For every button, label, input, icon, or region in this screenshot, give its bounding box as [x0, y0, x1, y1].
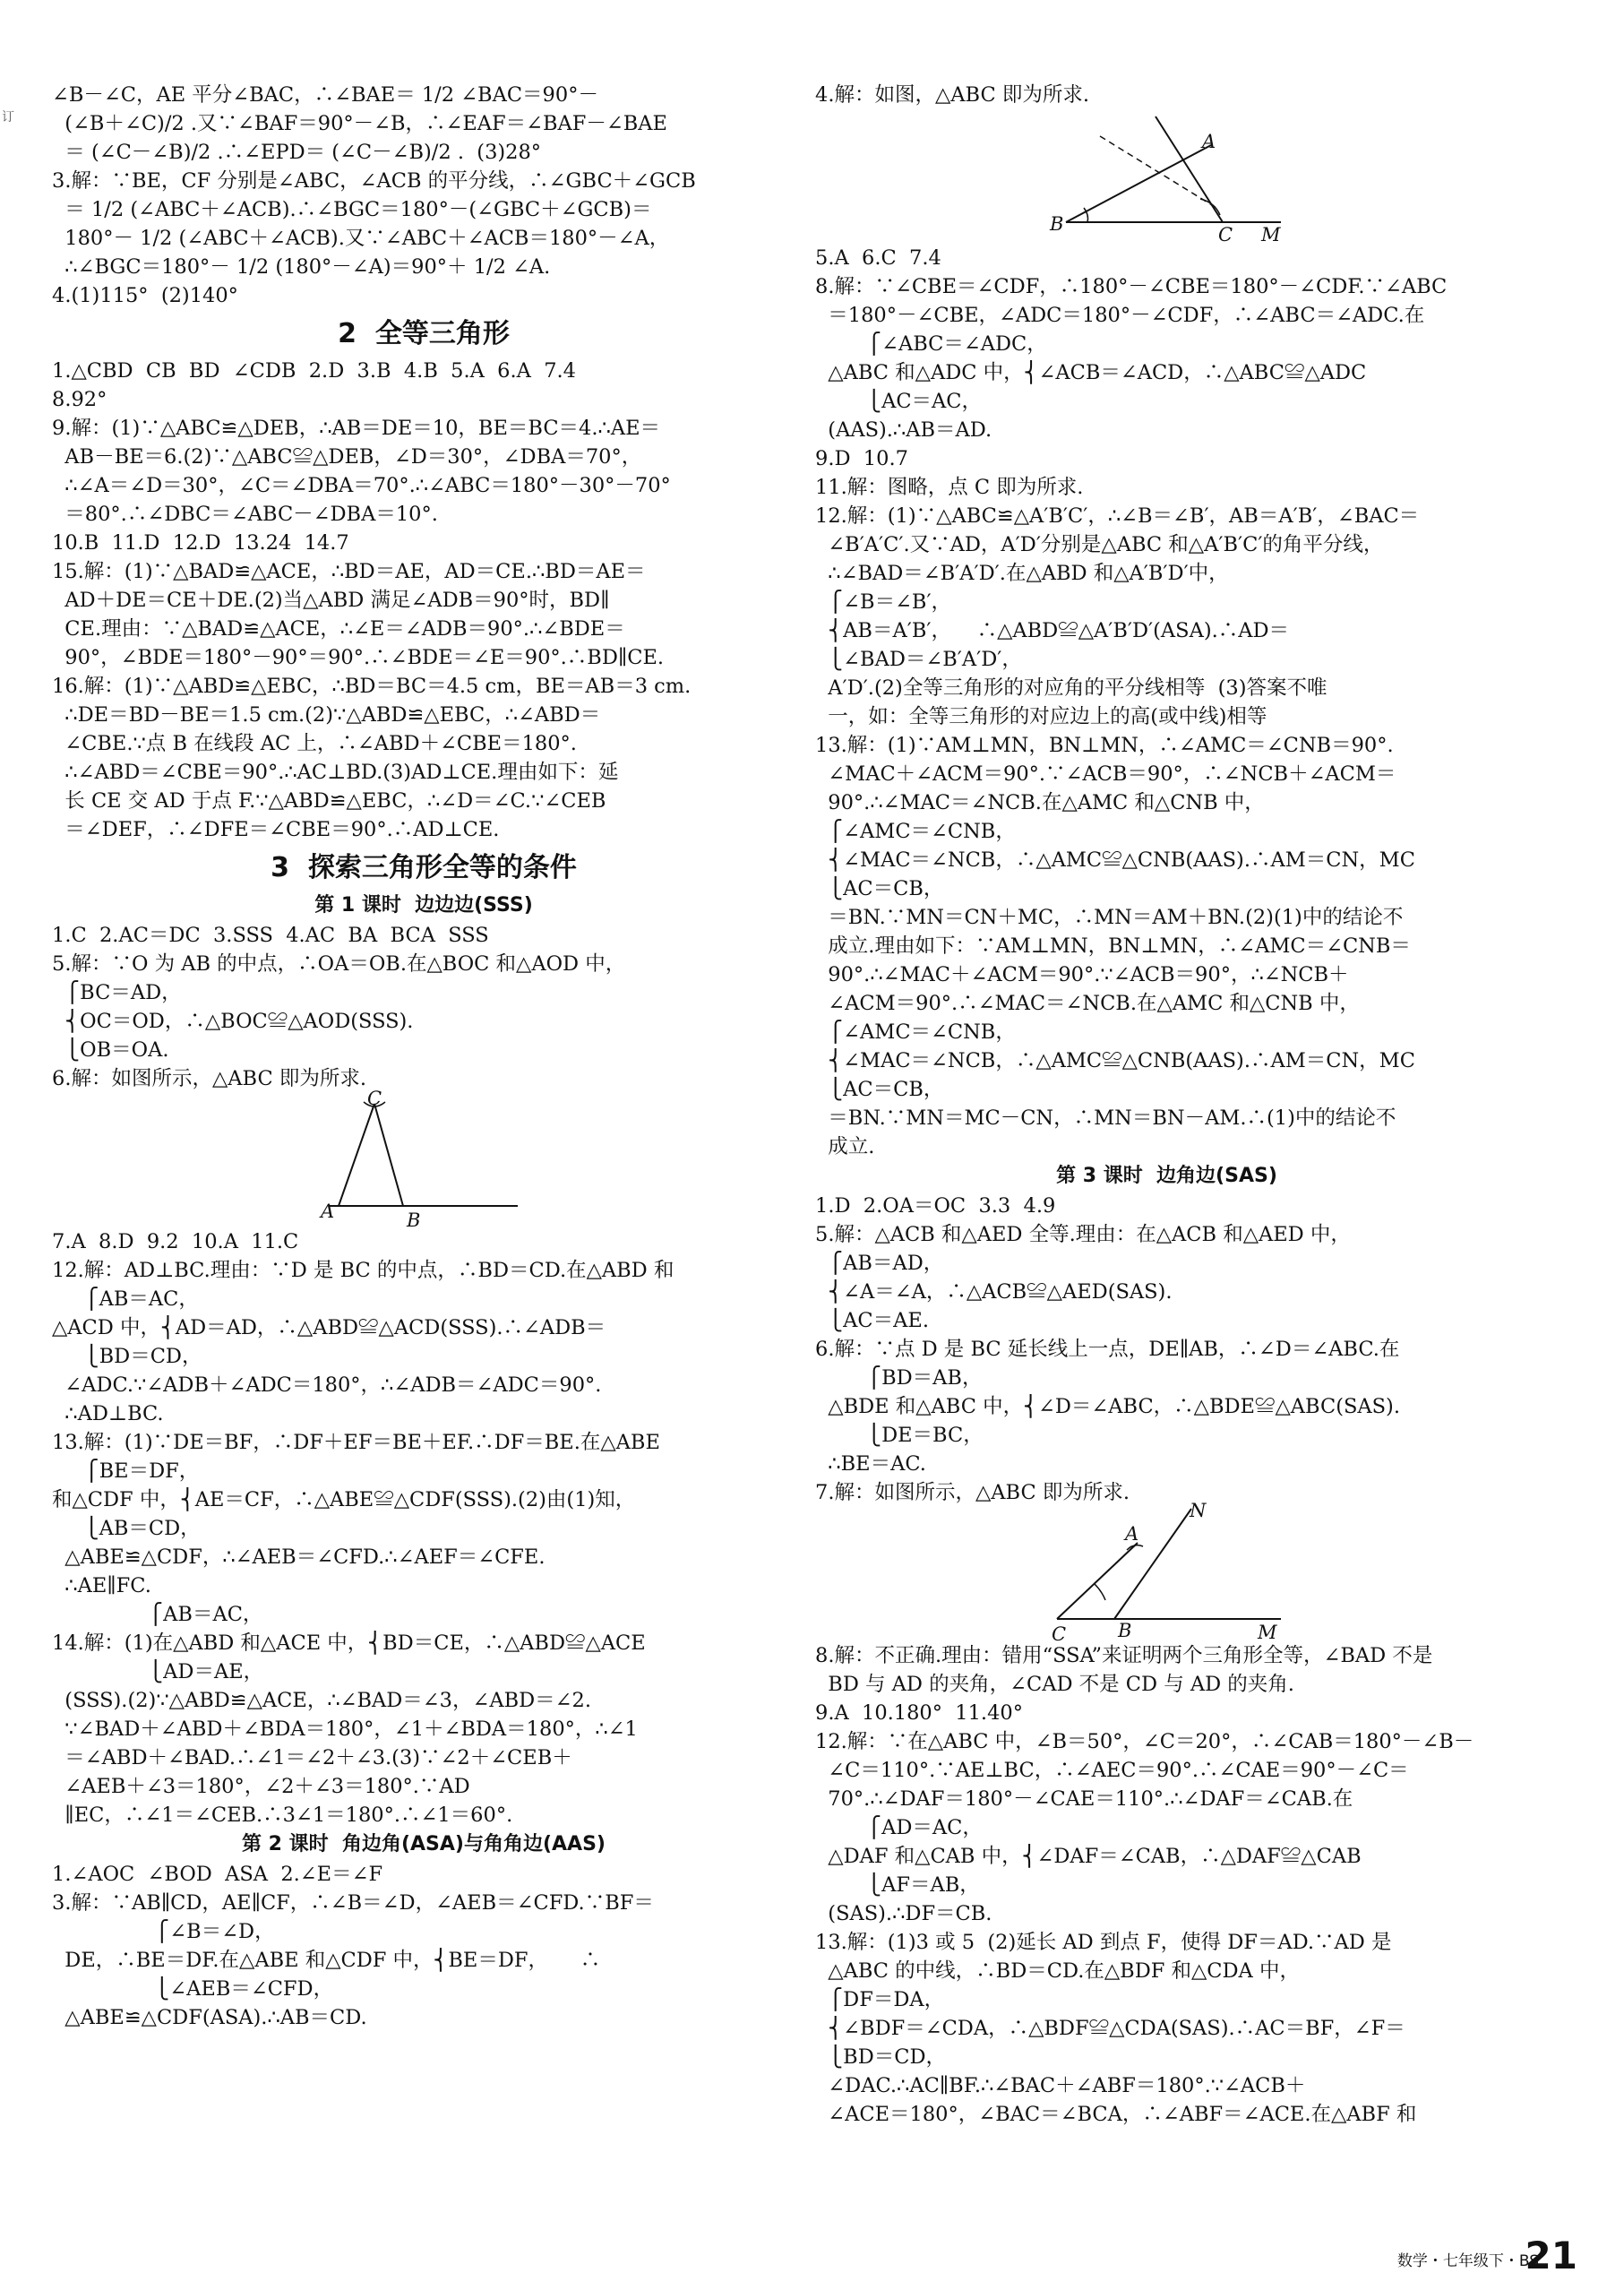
text-line: ⎩∠BAD＝∠B′A′D′，: [815, 648, 1022, 671]
fig4-label-C: C: [1218, 224, 1233, 245]
text-line: 长 CE 交 AD 于点 F.∵△ABD≌△EBC，∴∠D＝∠C.∵∠CEB: [52, 789, 606, 813]
text-line: AD＋DE＝CE＋DE.(2)当△ABD 满足∠ADB＝90°时，BD∥: [52, 589, 610, 612]
text-line: 8.解：不正确.理由：错用“SSA”来证明两个三角形全等，∠BAD 不是: [815, 1644, 1433, 1667]
page-number: 21: [1525, 2234, 1577, 2277]
text-line: ＝∠ABD＋∠BAD.∴∠1＝∠2＋∠3.(3)∵∠2＋∠CEB＋: [52, 1746, 572, 1769]
text-line: ∠ADC.∵∠ADB＋∠ADC＝180°，∴∠ADB＝∠ADC＝90°.: [52, 1373, 602, 1397]
text-line: 13.解：(1)3 或 5 (2)延长 AD 到点 F，使得 DF＝AD.∵AD 是: [815, 1931, 1392, 1954]
text-line: AB－BE＝6.(2)∵△ABC≌△DEB，∠D＝30°，∠DBA＝70°，: [52, 445, 642, 469]
text-line: ∴AD⊥BC.: [52, 1402, 164, 1425]
block-l5: [52, 1860, 795, 2032]
text-line: ∴∠ABD＝∠CBE＝90°.∴AC⊥BD.(3)AD⊥CE.理由如下：延: [52, 761, 619, 784]
text-line: ⎩BD＝CD，: [815, 2045, 947, 2069]
text-line: ∴∠A＝∠D＝30°，∠C＝∠DBA＝70°.∴∠ABC＝180°－30°－70°: [52, 474, 671, 497]
text-line: ⎨AB＝A′B′， ∴△ABD≌△A′B′D′(ASA).∴AD＝: [815, 619, 1290, 642]
text-line: ＝ (∠C－∠B)/2 .∴∠EPD＝ (∠C－∠B)/2 . (3)28°: [52, 141, 542, 164]
text-line: ⎧BC＝AD，: [52, 981, 182, 1004]
fig7-label-C: C: [1052, 1623, 1067, 1645]
text-line: ∠B′A′C′.又∵AD，A′D′分别是△ABC 和△A′B′C′的角平分线，: [815, 533, 1384, 556]
text-line: ⎨∠MAC＝∠NCB，∴△AMC≌△CNB(AAS).∴AM＝CN，MC: [815, 1049, 1415, 1072]
text-line: ⎨OC＝OD，∴△BOC≌△AOD(SSS).: [52, 1010, 414, 1033]
figure-4: [815, 109, 1518, 244]
text-line: ＝BN.∵MN＝CN＋MC，∴MN＝AM＋BN.(2)(1)中的结论不: [815, 906, 1404, 929]
text-line: ∴DE＝BD－BE＝1.5 cm.(2)∵△ABD≌△EBC，∴∠ABD＝: [52, 703, 601, 727]
text-line: ＝∠DEF，∴∠DFE＝∠CBE＝90°.∴AD⊥CE.: [52, 818, 500, 841]
block-l2: [52, 357, 795, 844]
fig4-label-M: M: [1261, 224, 1281, 245]
text-line: A′D′.(2)全等三角形的对应角的平分线相等 (3)答案不唯: [815, 676, 1328, 700]
text-line: ⎨∠A＝∠A，∴△ACB≌△AED(SAS).: [815, 1280, 1173, 1304]
figure-6-drawing: [52, 1093, 795, 1227]
text-line: (SAS).∴DF＝CB.: [815, 1902, 992, 1925]
text-line: ⎧AD＝AC，: [815, 1816, 983, 1839]
text-line: (AAS).∴AB＝AD.: [815, 418, 992, 442]
text-line: ⎧AB＝AC，: [52, 1287, 199, 1311]
text-line: ∵∠BAD＋∠ABD＋∠BDA＝180°，∠1＋∠BDA＝180°，∴∠1: [52, 1718, 638, 1741]
block-r3: [815, 1192, 1518, 1507]
text-line: ＝180°－∠CBE，∠ADC＝180°－∠CDF，∴∠ABC＝∠ADC.在: [815, 304, 1425, 327]
text-line: 1.D 2.OA＝OC 3.3 4.9: [815, 1194, 1056, 1218]
text-line: 13.解：(1)∵DE＝BF，∴DF＋EF＝BE＋EF.∴DF＝BE.在△ABE: [52, 1431, 660, 1454]
text-line: 10.B 11.D 12.D 13.24 14.7: [52, 531, 349, 555]
text-line: ⎧∠B＝∠D，: [52, 1920, 275, 1943]
figure-6: [52, 1088, 795, 1231]
text-line: 11.解：图略，点 C 即为所求.: [815, 476, 1084, 499]
text-line: ⎧AB＝AD，: [815, 1252, 944, 1275]
text-line: 1.C 2.AC＝DC 3.SSS 4.AC BA BCA SSS: [52, 924, 489, 947]
text-line: ∥EC，∴∠1＝∠CEB.∴3∠1＝180°.∴∠1＝60°.: [52, 1804, 513, 1827]
footer-subject: 数学・七年级下・BS: [1396, 2252, 1539, 2270]
text-line: ⎩AF＝AB，: [815, 1873, 980, 1897]
section-title-2: 2 全等三角形: [338, 318, 510, 349]
text-line: 9.A 10.180° 11.40°: [815, 1701, 1023, 1725]
text-line: ∠AEB＋∠3＝180°，∠2＋∠3＝180°.∵AD: [52, 1775, 470, 1798]
text-line: ∠B－∠C，AE 平分∠BAC，∴∠BAE＝ 1/2 ∠BAC＝90°－: [52, 83, 598, 107]
text-line: 9.D 10.7: [815, 447, 908, 470]
text-line: 14.解：(1)在△ABD 和△ACE 中，⎨BD＝CE，∴△ABD≌△ACE: [52, 1631, 646, 1655]
text-line: 一，如：全等三角形的对应边上的高(或中线)相等: [815, 705, 1267, 728]
text-line: BD 与 AD 的夹角，∠CAD 不是 CD 与 AD 的夹角.: [815, 1673, 1294, 1696]
text-line: 12.解：(1)∵△ABC≌△A′B′C′，∴∠B＝∠B′，AB＝A′B′，∠BAC＝: [815, 504, 1420, 528]
fig7-label-A: A: [1125, 1523, 1139, 1545]
text-line: △ABC 的中线，∴BD＝CD.在△BDF 和△CDA 中，: [815, 1959, 1300, 1983]
text-line: △ABE≌△CDF(ASA).∴AB＝CD.: [52, 2006, 367, 2029]
figure-4-drawing: [815, 109, 1518, 244]
block-l1: [52, 81, 795, 310]
text-line: ∠ACM＝90°.∴∠MAC＝∠NCB.在△AMC 和△CNB 中，: [815, 992, 1360, 1015]
text-line: ∠CBE.∵点 B 在线段 AC 上，∴∠ABD＋∠CBE＝180°.: [52, 732, 577, 755]
right-column: [815, 81, 1518, 2129]
text-line: 180°－ 1/2 (∠ABC＋∠ACB).又∵∠ABC＋∠ACB＝180°－∠A，: [52, 227, 670, 250]
block-r4: [815, 1641, 1518, 2129]
text-line: ⎩AC＝AE.: [815, 1309, 929, 1332]
text-line: ⎩AC＝AC，: [815, 390, 983, 413]
text-line: ∴BE＝AC.: [815, 1452, 926, 1476]
text-line: ∴AE∥FC.: [52, 1574, 151, 1597]
text-line: ⎨∠BDF＝∠CDA，∴△BDF≌△CDA(SAS).∴AC＝BF，∠F＝: [815, 2017, 1405, 2040]
text-line: ⎩DE＝BC，: [815, 1424, 984, 1447]
text-line: 8.92°: [52, 388, 107, 411]
text-line: ⎩AB＝CD，: [52, 1517, 201, 1540]
text-line: ∴∠BGC＝180°－ 1/2 (180°－∠A)＝90°＋ 1/2 ∠A.: [52, 255, 551, 279]
text-line: 7.解：如图所示，△ABC 即为所求.: [815, 1481, 1130, 1504]
fig4-label-A: A: [1202, 131, 1216, 152]
text-line: 70°.∴∠DAF＝180°－∠CAE＝110°.∴∠DAF＝∠CAB.在: [815, 1787, 1353, 1811]
text-line: (SSS).(2)∵△ABD≌△ACE，∴∠BAD＝∠3，∠ABD＝∠2.: [52, 1689, 591, 1712]
fig6-label-B: B: [407, 1210, 421, 1231]
text-line: 5.解：∵O 为 AB 的中点，∴OA＝OB.在△BOC 和△AOD 中，: [52, 952, 626, 976]
text-line: ＝ 1/2 (∠ABC＋∠ACB).∴∠BGC＝180°－(∠GBC＋∠GCB)＝: [52, 198, 652, 221]
text-line: △ABE≌△CDF，∴∠AEB＝∠CFD.∴∠AEF＝∠CFE.: [52, 1545, 546, 1569]
text-line: ＝80°.∴∠DBC＝∠ABC－∠DBA＝10°.: [52, 503, 438, 526]
text-line: 16.解：(1)∵△ABD≌△EBC，∴BD＝BC＝4.5 cm，BE＝AB＝3 cm.: [52, 675, 692, 698]
text-line: △BDE 和△ABC 中，⎨∠D＝∠ABC，∴△BDE≌△ABC(SAS).: [815, 1395, 1400, 1418]
text-line: 12.解：∵在△ABC 中，∠B＝50°，∠C＝20°，∴∠CAB＝180°－∠B－: [815, 1730, 1474, 1753]
text-line: ⎧∠B＝∠B′，: [815, 590, 952, 614]
text-line: 成立.: [815, 1135, 875, 1158]
block-l3: [52, 921, 795, 1093]
fig6-label-A: A: [321, 1201, 335, 1222]
text-line: 5.A 6.C 7.4: [815, 246, 941, 270]
text-line: 和△CDF 中，⎨AE＝CF，∴△ABE≌△CDF(SSS).(2)由(1)知，: [52, 1488, 636, 1511]
text-line: ⎩∠AEB＝∠CFD，: [52, 1977, 334, 2001]
text-line: 3.解：∵AB∥CD，AE∥CF，∴∠B＝∠D，∠AEB＝∠CFD.∵BF＝: [52, 1891, 654, 1915]
block-r2: [815, 244, 1518, 1161]
text-line: ∠C＝110°.∵AE⊥BC，∴∠AEC＝90°.∴∠CAE＝90°－∠C＝: [815, 1759, 1409, 1782]
text-line: DE，∴BE＝DF.在△ABE 和△CDF 中，⎨BE＝DF， ∴: [52, 1949, 601, 1972]
text-line: ⎩BD＝CD，: [52, 1345, 202, 1368]
fig7-label-M: M: [1258, 1622, 1277, 1643]
text-line: ＝BN.∵MN＝MC－CN，∴MN＝BN－AM.∴(1)中的结论不: [815, 1106, 1396, 1130]
text-line: 90°.∴∠MAC＝∠NCB.在△AMC 和△CNB 中，: [815, 791, 1265, 814]
lesson-title-1: 第 1 课时 边边边(SSS): [314, 894, 533, 917]
text-line: ⎧BD＝AB，: [815, 1366, 983, 1390]
fig4-label-B: B: [1050, 213, 1064, 235]
text-line: 3.解：∵BE，CF 分别是∠ABC，∠ACB 的平分线，∴∠GBC＋∠GCB: [52, 169, 696, 193]
text-line: ∠ACE＝180°，∠BAC＝∠BCA，∴∠ABF＝∠ACE.在△ABF 和: [815, 2103, 1417, 2126]
text-line: ⎧∠ABC＝∠ADC，: [815, 332, 1047, 356]
text-line: 成立.理由如下：∵AM⊥MN，BN⊥MN，∴∠AMC＝∠CNB＝: [815, 934, 1411, 958]
text-line: 15.解：(1)∵△BAD≌△ACE，∴BD＝AE，AD＝CE.∴BD＝AE＝: [52, 560, 646, 583]
text-line: 6.解：∵点 D 是 BC 延长线上一点，DE∥AB，∴∠D＝∠ABC.在: [815, 1338, 1400, 1361]
text-line: △DAF 和△CAB 中，⎨∠DAF＝∠CAB，∴△DAF≌△CAB: [815, 1845, 1362, 1868]
text-line: ∠DAC.∴AC∥BF.∴∠BAC＋∠ABF＝180°.∵∠ACB＋: [815, 2074, 1306, 2097]
text-line: 13.解：(1)∵AM⊥MN，BN⊥MN，∴∠AMC＝∠CNB＝90°.: [815, 734, 1394, 757]
text-line: ⎩AC＝CB，: [815, 877, 944, 900]
text-line: ⎧DF＝DA，: [815, 1988, 945, 2011]
text-line: ⎧BE＝DF，: [52, 1459, 200, 1483]
lesson-title-2: 第 2 课时 角边角(ASA)与角角边(AAS): [242, 1833, 606, 1855]
text-line: ∠MAC＋∠ACM＝90°.∵∠ACB＝90°，∴∠NCB＋∠ACM＝: [815, 762, 1396, 786]
text-line: 9.解：(1)∵△ABC≌△DEB，∴AB＝DE＝10，BE＝BC＝4.∴AE＝: [52, 417, 660, 440]
lesson-title-3: 第 3 课时 边角边(SAS): [1056, 1165, 1277, 1187]
left-column: [52, 81, 795, 2032]
text-line: 5.解：△ACB 和△AED 全等.理由：在△ACB 和△AED 中，: [815, 1223, 1351, 1246]
text-line: ⎩AC＝CB，: [815, 1078, 944, 1101]
text-line: 8.解：∵∠CBE＝∠CDF，∴180°－∠CBE＝180°－∠CDF.∵∠ABC: [815, 275, 1448, 298]
text-line: 1.△CBD CB BD ∠CDB 2.D 3.B 4.B 5.A 6.A 7.4: [52, 359, 576, 383]
text-line: 4.(1)115° (2)140°: [52, 284, 238, 307]
text-line: 1.∠AOC ∠BOD ASA 2.∠E＝∠F: [52, 1863, 383, 1886]
text-line: 4.解：如图，△ABC 即为所求.: [815, 83, 1089, 107]
text-line: ∴∠BAD＝∠B′A′D′.在△ABD 和△A′B′D′中，: [815, 562, 1229, 585]
fig6-label-C: C: [367, 1088, 382, 1109]
text-line: 7.A 8.D 9.2 10.A 11.C: [52, 1230, 299, 1253]
text-line: ⎧∠AMC＝∠CNB，: [815, 820, 1016, 843]
block-l4: [52, 1227, 795, 1829]
text-line: △ABC 和△ADC 中，⎨∠ACB＝∠ACD，∴△ABC≌△ADC: [815, 361, 1367, 384]
text-line: ⎨∠MAC＝∠NCB，∴△AMC≌△CNB(AAS).∴AM＝CN，MC: [815, 848, 1415, 872]
text-line: ⎧AB＝AC，: [52, 1603, 263, 1626]
figure-7-drawing: [815, 1507, 1518, 1641]
text-line: (∠B＋∠C)/2 .又∵∠BAF＝90°－∠B，∴∠EAF＝∠BAF－∠BAE: [52, 112, 667, 135]
text-line: 12.解：AD⊥BC.理由：∵D 是 BC 的中点，∴BD＝CD.在△ABD 和: [52, 1259, 675, 1282]
text-line: 90°，∠BDE＝180°－90°＝90°.∴∠BDE＝∠E＝90°.∴BD∥CE.: [52, 646, 665, 669]
section-title-3: 3 探索三角形全等的条件: [271, 852, 577, 883]
text-line: 6.解：如图所示，△ABC 即为所求.: [52, 1067, 366, 1090]
binding-edge-mark: 订: [2, 110, 14, 125]
text-line: △ACD 中，⎨AD＝AD，∴△ABD≌△ACD(SSS).∴∠ADB＝: [52, 1316, 606, 1339]
text-line: CE.理由：∵△BAD≌△ACE，∴∠E＝∠ADB＝90°.∴∠BDE＝: [52, 617, 625, 641]
text-line: ⎩OB＝OA.: [52, 1038, 169, 1062]
block-r1: [815, 81, 1518, 109]
figure-7: [815, 1500, 1518, 1645]
text-line: 90°.∴∠MAC＋∠ACM＝90°.∵∠ACB＝90°，∴∠NCB＋: [815, 963, 1349, 986]
fig7-label-B: B: [1118, 1620, 1132, 1641]
text-line: ⎩AD＝AE，: [52, 1660, 264, 1683]
text-line: ⎧∠AMC＝∠CNB，: [815, 1020, 1016, 1044]
fig7-label-N: N: [1190, 1500, 1207, 1521]
